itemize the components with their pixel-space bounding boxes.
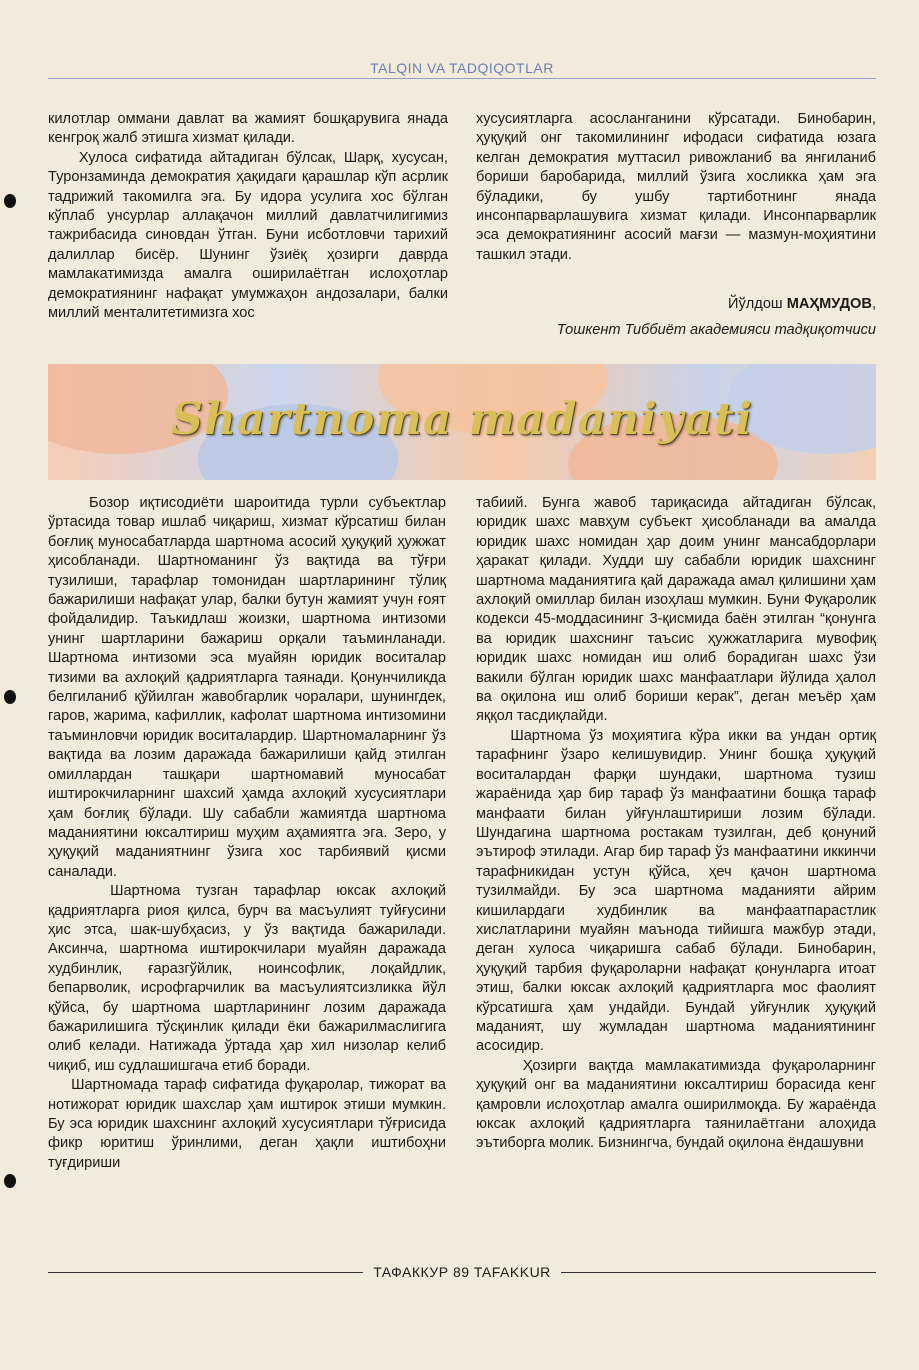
binder-hole: [4, 194, 16, 208]
footer-rule-right: [561, 1272, 876, 1273]
main-article-right-column: табиий. Бунга жавоб тариқасида айтадиган бўлсак, юридик шахс мавҳум субъект ҳисобланади ва амалда юридик шахс номидан ҳар доим унинг мансабдорлари ҳаракат қилади. Худди шу сабабли юридик шахснинг шартнома маданиятига қай даражада амал қилишини ҳам ахлоқий омиллар билан изоҳлаш мумкин. Буни Фуқаролик кодекси 45-моддасининг 3-қисмида баён этилган “қонунга ва юридик шахснинг таъсис ҳужжатларига мувофиқ юридик шахс номидан иш олиб борадиган шахс ўзи вакили бўлган юридик шахс манфаатлари йўлида ҳалол ва оқилона иш олиб бориши керак”, деган меъёр ҳам яққол тасдиқлайди. Шартнома ўз моҳиятига кўра икки ва ундан ортиқ тарафнинг ўзаро келишувидир. Унинг бошқа ҳуқуқий воситалардан фарқи шундаки, шартнома тузиш жараёнида ҳар бир тараф ўз манфаатини бошқа тараф манфаати билан уйғунлаштириши лозим бўлади. Шундагина шартнома ростакам тузилган, деб қонуний эътироф этилади. Агар бир тараф ўз манфаатини иккинчи тарафникидан устун қўйса, ҳеч қачон шартнома тузилмайди. Бу эса шартнома маданияти айрим кишилардаги худбинлик ва манфаатпарастлик хислатларини муайян маънода тийишга мажбур этади, деган хулоса чиқаришга сабаб бўлади. Бинобарин, ҳуқуқий тарбия фуқароларни нафақат қонунларга итоат этиш, балки юксак ахлоқий қадриятларга мос фаолият кўрсатишга ҳам ундайди. Бундай уйғунлик ҳуқуқий маданият, шу жумладан шартнома маданиятининг асосидир. Ҳозирги вақтда мамлакатимизда фуқароларнинг ҳуқуқий онг ва маданиятини юксалтириш борасида кенг қамровли ислоҳотлар амалга оширилмоқда. Бу жараёнда юксак ахлоқий қадриятларга таянилаётгани алоҳида эътиборга молик. Бизнингча, бундай оқилона ёндашувни: [476, 495, 876, 1152]
main-article-left-column: Бозор иқтисодиёти шароитида турли субъектлар ўртасида товар ишлаб чиқариш, хизмат кўрсатиш билан боғлиқ муносабатларда шартнома асосий ҳуқуқий ҳужжат ҳисобланади. Шартноманинг ўз вақтида ва тўғри тузилиши, тарафлар томонидан шартларининг тўлиқ бажарилиши нафақат улар, балки бутун жамият учун ғоят фойдалидир. Таъкидлаш жоизки, шартнома интизоми унинг шартларини бажариш орқали таъминланади. Шартнома интизоми эса муайян юридик воситалар тизими ва ахлоқий қадриятларга таянади. Қонунчиликда белгиланиб қўйилган жавобгарлик чоралари, шунингдек, гаров, жарима, кафиллик, кафолат шартнома интизомини таъминловчи юридик воситалардир. Шартномаларнинг ўз вақтида ва лозим даражада бажарилиши қайд этилган омиллардан ташқари шартномавий муносабат иштирокчиларнинг шахсий ҳамда ахлоқий хусусиятлари ҳам боғлиқ бўлади. Шу сабабли жамиятда шартнома маданиятини юксалтириш муҳим аҳамиятга эга. Зеро, у ҳуқуқий маданиятнинг ўзига хос тарбиявий қисми саналади. Шартнома тузган тарафлар юксак ахлоқий қадриятларга риоя қилса, бурч ва масъулият туйғусини ҳис этса, шак-шубҳасиз, у ўз вақтида бажарилади. Аксинча, шартнома иштирокчилари муайян даражада худбинлик, ғаразгўйлик, ноинсофлик, лоқайдлик, бепарволик, исрофгарчилик ва масъулиятсизликка йўл қўйса, бу шартнома шартларининг лозим даражада бажарилишига тўсқинлик қилади ёки бажарилмаслигига олиб келади. Натижада ўртада ҳар хил низолар келиб чиқиб, иш судлашишгача етиб боради. Шартномада тараф сифатида фуқаролар, тижорат ва нотижорат юридик шахслар ҳам иштирок этиши мумкин. Бу эса юридик шахснинг ахлоқий хусусиятлари тўғрисида фикр юритиш ўринлими, деган ҳақли иштибоҳни туғдириши: [48, 495, 446, 1171]
footer-rule-left: [48, 1272, 363, 1273]
top-article-left-column: килотлар оммани давлат ва жамият бошқарувига янада кенгроқ жалб этишга хизмат қилади. Хулоса сифатида айтадиган бўлсак, Шарқ, хусусан, Туронзаминда демократия ҳақидаги қарашлар кўп асрлик тадрижий такомилга эга. Бу идора усулига хос бўлган кўплаб унсурлар аллақачон миллий давлатчилигимиз тажрибасида синовдан ўтган. Буни исботловчи тарихий далиллар бисёр. Шунинг ўзиёқ ҳозирги даврда мамлакатимизда амалга оширилаётган ислоҳотлар демократиянинг нафақат умумжаҳон андозалари, балки миллий менталитетимизга хос: [48, 111, 448, 322]
author-comma: ,: [871, 296, 876, 312]
author-first-name: Йўлдош: [728, 296, 783, 312]
author-signature: [476, 296, 876, 312]
top-article-right-column: хусусиятларга асосланганини кўрсатади. Бинобарин, ҳуқуқий онг такомилининг ифодаси сифатида юзага келган демократия муттасил ривожланиб ва янгиланиб бориши баробарида, миллий ўзига хосликка ҳам эга бўладики, бу ушбу тартиботнинг янада инсонпарварлашувига хизмат қилади. Инсонпарварлик эса демократиянинг асосий мағзи — мазмун-моҳиятини ташкил этади.: [476, 111, 876, 263]
page-footer: [48, 1264, 876, 1280]
running-head-rule: [48, 78, 876, 79]
author-affiliation: Тошкент Тиббиёт академияси тадқиқотчиси: [556, 322, 876, 338]
footer-right-word: TAFAKKUR: [473, 1264, 551, 1280]
footer-left-word: ТАФАККУР: [373, 1264, 449, 1280]
author-last-name: МАҲМУДОВ: [786, 296, 872, 312]
article-banner: [48, 364, 876, 480]
binder-hole: [4, 690, 16, 704]
running-head: TALQIN VA TADQIQOTLAR: [370, 60, 554, 76]
article-title: Shartnoma madaniyati: [171, 394, 753, 445]
binder-hole: [4, 1174, 16, 1188]
footer-text: [363, 1264, 561, 1280]
page-number: 89: [452, 1264, 470, 1280]
